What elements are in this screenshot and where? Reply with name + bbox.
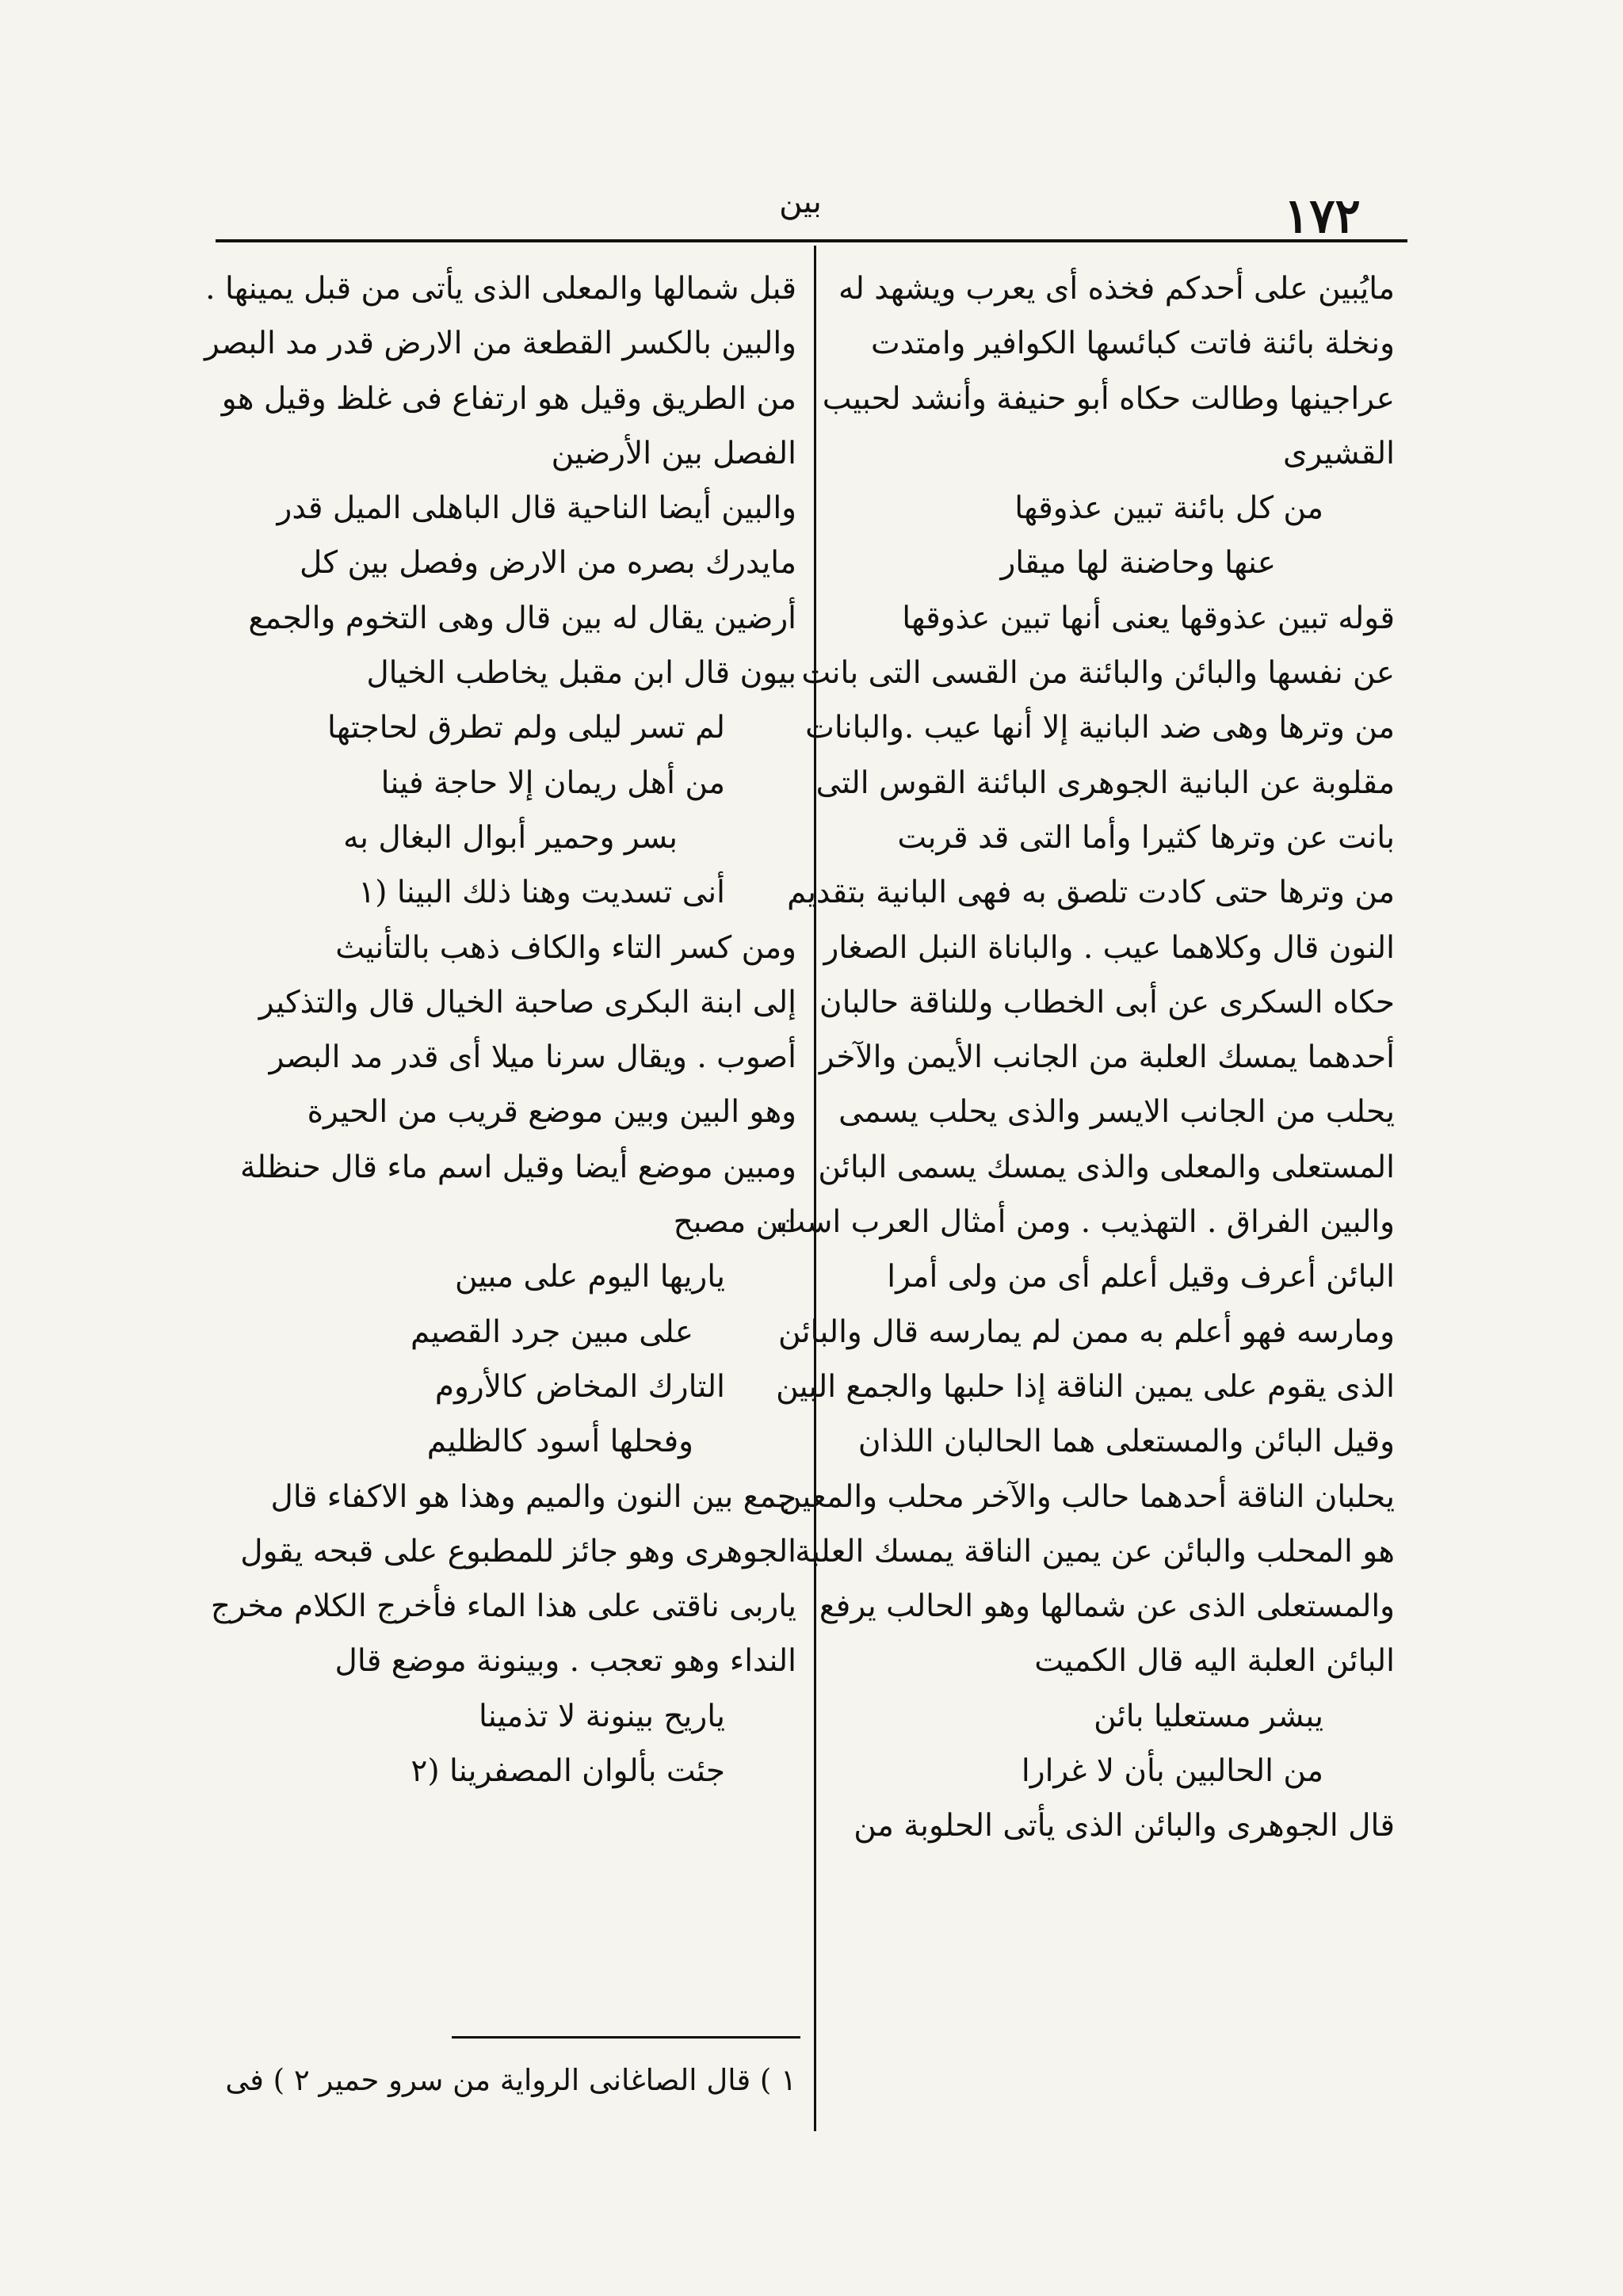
text-line: من الطريق وقيل هو ارتفاع فى غلظ وقيل هو bbox=[221, 380, 796, 417]
text-line: مايُبين على أحدكم فخذه أى يعرب ويشهد له bbox=[838, 271, 1395, 307]
text-line: التارك المخاض كالأروم bbox=[434, 1368, 725, 1405]
text-line: وهو البين وبين موضع قريب من الحيرة bbox=[307, 1094, 796, 1131]
footnote: ١ ) قال الصاغانى الرواية من سرو حمير ٢ ) فى bbox=[225, 2063, 796, 2097]
text-line: من أهل ريمان إلا حاجة فينا bbox=[380, 765, 725, 801]
text-line: بانت عن وترها كثيرا وأما التى قد قربت bbox=[897, 819, 1395, 856]
text-line: والبين أيضا الناحية قال الباهلى الميل قدر bbox=[277, 490, 796, 527]
text-line: عنها وحاضنة لها ميقار bbox=[1000, 545, 1276, 582]
text-line: ونخلة بائنة فاتت كبائسها الكوافير وامتدت bbox=[870, 326, 1395, 362]
text-line: ياريها اليوم على مبين bbox=[454, 1259, 725, 1295]
text-line: ياريح بينونة لا تذمينا bbox=[479, 1698, 725, 1734]
text-line: البائن أعرف وقيل أعلم أى من ولى أمرا bbox=[887, 1259, 1395, 1295]
text-line: وقيل البائن والمستعلى هما الحالبان اللذان bbox=[857, 1424, 1395, 1460]
text-line: المستعلى والمعلى والذى يمسك يسمى البائن bbox=[818, 1149, 1395, 1185]
text-line: جمع بين النون والميم وهذا هو الاكفاء قال bbox=[270, 1478, 796, 1515]
text-line: مقلوبة عن البانية الجوهرى البائنة القوس التى bbox=[815, 765, 1395, 801]
text-line: القشيرى bbox=[1282, 435, 1395, 471]
text-line: النون قال وكلاهما عيب . والباناة النبل الصغار bbox=[823, 929, 1395, 966]
text-line: والمستعلى الذى عن شمالها وهو الحالب يرفع bbox=[819, 1589, 1395, 1625]
text-line: والبين بالكسر القطعة من الارض قدر مد البصر bbox=[204, 326, 796, 362]
text-line: أصوب . ويقال سرنا ميلا أى قدر مد البصر bbox=[269, 1039, 796, 1076]
text-line: ومارسه فهو أعلم به ممن لم يمارسه قال والبائن bbox=[778, 1314, 1395, 1350]
text-line: الفصل بين الأرضين bbox=[551, 435, 796, 471]
text-line: مايدرك بصره من الارض وفصل بين كل bbox=[300, 545, 796, 582]
text-line: على مبين جرد القصيم bbox=[411, 1314, 693, 1350]
text-line: ابن مصبح bbox=[673, 1204, 796, 1241]
text-line: بيون قال ابن مقبل يخاطب الخيال bbox=[366, 655, 796, 692]
text-line: يحلبان الناقة أحدهما حالب والآخر محلب والمعين bbox=[778, 1478, 1395, 1515]
text-line: عن نفسها والبائن والبائنة من القسى التى بانت bbox=[801, 655, 1395, 692]
text-line: البائن العلبة اليه قال الكميت bbox=[1034, 1643, 1395, 1680]
left-column bbox=[204, 261, 796, 1798]
text-line: حكاه السكرى عن أبى الخطاب وللناقة حالبان bbox=[819, 984, 1395, 1020]
text-line: النداء وهو تعجب . وبينونة موضع قال bbox=[334, 1643, 796, 1680]
header-rule bbox=[216, 239, 1407, 242]
text-line: الجوهرى وهو جائز للمطبوع على قبحه يقول bbox=[240, 1533, 796, 1569]
text-line: من وترها وهى ضد البانية إلا أنها عيب .والبانات bbox=[805, 710, 1395, 746]
text-line: هو المحلب والبائن عن يمين الناقة يمسك العلبة bbox=[795, 1533, 1395, 1569]
page-number: ١٧٢ bbox=[1284, 189, 1361, 244]
text-line: أنى تسديت وهنا ذلك البينا (١ bbox=[358, 875, 725, 911]
text-line: يحلب من الجانب الايسر والذى يحلب يسمى bbox=[838, 1094, 1395, 1131]
text-line: ياربى ناقتى على هذا الماء فأخرج الكلام مخرج bbox=[210, 1589, 796, 1625]
text-line: ومن كسر التاء والكاف ذهب بالتأنيث bbox=[335, 929, 796, 966]
text-line: أحدهما يمسك العلبة من الجانب الأيمن والآخر bbox=[819, 1039, 1395, 1076]
text-line: من كل بائنة تبين عذوقها bbox=[1014, 490, 1323, 527]
text-line: قوله تبين عذوقها يعنى أنها تبين عذوقها bbox=[902, 600, 1395, 636]
footnote-rule bbox=[452, 2036, 800, 2039]
text-line: وفحلها أسود كالظليم bbox=[426, 1424, 693, 1460]
text-line: من وترها حتى كادت تلصق به فهى البانية بتقديم bbox=[787, 875, 1395, 911]
text-line: لم تسر ليلى ولم تطرق لحاجتها bbox=[327, 710, 725, 746]
text-line: جئت بألوان المصفرينا (٢ bbox=[411, 1753, 725, 1790]
text-line: يبشر مستعليا بائن bbox=[1094, 1698, 1323, 1734]
right-column bbox=[776, 261, 1395, 1854]
running-head: بين bbox=[779, 184, 822, 220]
text-line: من الحالبين بأن لا غرارا bbox=[1021, 1753, 1323, 1790]
text-line: إلى ابنة البكرى صاحبة الخيال قال والتذكير bbox=[258, 984, 796, 1020]
text-line: قال الجوهرى والبائن الذى يأتى الحلوبة من bbox=[854, 1808, 1395, 1844]
text-line: عراجينها وطالت حكاه أبو حنيفة وأنشد لحبيب bbox=[822, 380, 1395, 417]
text-line: قبل شمالها والمعلى الذى يأتى من قبل يمينها . bbox=[205, 271, 796, 307]
text-line: الذى يقوم على يمين الناقة إذا حلبها والجمع البين bbox=[776, 1368, 1395, 1405]
text-line: أرضين يقال له بين قال وهى التخوم والجمع bbox=[248, 600, 796, 636]
text-line: بسر وحمير أبوال البغال به bbox=[343, 819, 678, 856]
text-line: والبين الفراق . التهذيب . ومن أمثال العرب است bbox=[776, 1204, 1395, 1241]
column-divider bbox=[814, 246, 816, 2131]
text-line: ومبين موضع أيضا وقيل اسم ماء قال حنظلة bbox=[240, 1149, 796, 1185]
